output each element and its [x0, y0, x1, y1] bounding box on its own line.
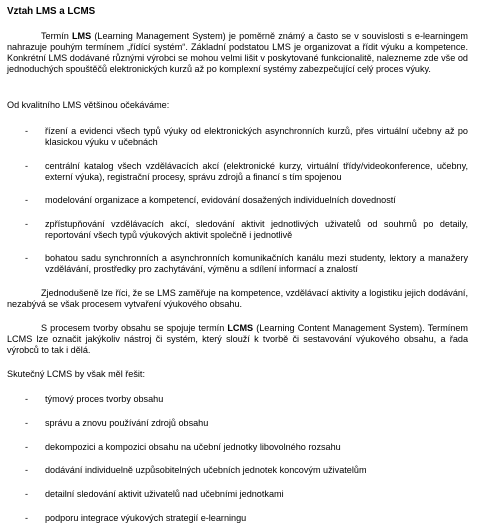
- list-item: [25, 489, 468, 500]
- list-item: [25, 465, 468, 476]
- summary-paragraph: Zjednodušeně lze říci, že se LMS zaměřuje na kompetence, vzdělávací aktivity a logistiku jejich dodávání, nezabývá se však procesem vytvaření výukového obsahu.: [7, 288, 468, 309]
- list-item-text: centrální katalog všech vzdělávacích akcí (elektronické kurzy, virtuální třídy/videokonference, učebny, externí výuka), registrační procesy, správu zdrojů a financí s tím spojenou: [45, 161, 468, 182]
- lcms-text-rest: (Learning Content Management System). Termínem LCMS lze označit jakýkoliv nástroj či systém, který slouží k tvorbě či sestavování výukového obsahu, a řada výrobců to tak i dělá.: [7, 323, 468, 355]
- bullet-dash: -: [25, 465, 29, 475]
- list-item-text: podporu integrace výukových strategií e-learningu: [45, 513, 247, 523]
- list-item: [25, 418, 468, 429]
- intro-paragraph: [7, 31, 468, 75]
- section-title: Vztah LMS a LCMS: [7, 6, 96, 17]
- bullet-dash: -: [25, 253, 29, 263]
- list-item: [25, 126, 468, 148]
- lcms-term: LCMS: [227, 323, 254, 333]
- list-item: [25, 253, 468, 275]
- bullet-dash: -: [25, 195, 29, 205]
- list-item-text: dekompozici a kompozici obsahu na učební jednotky libovolného rozsahu: [45, 442, 341, 452]
- list-item-text: detailní sledování aktivit uživatelů nad učebními jednotkami: [45, 489, 284, 499]
- lcms-requirements-lead: Skutečný LCMS by však měl řešit:: [7, 369, 145, 379]
- list-item-text: týmový proces tvorby obsahu: [45, 394, 164, 404]
- list-item-text: modelování organizace a kompetencí, evidování dosažených individuelních dovedností: [45, 195, 396, 205]
- bullet-dash: -: [25, 489, 29, 499]
- list-item: [25, 195, 468, 206]
- list-item-text: dodávání individuelně uzpůsobitelných učebních jednotek koncovým uživatelům: [45, 465, 367, 475]
- list-item: [25, 513, 468, 524]
- bullet-dash: -: [25, 394, 29, 404]
- list-item-text: řízení a evidenci všech typů výuky od elektronických asynchronních kurzů, přes virtuální učebny až po klasickou výuku v učebnách: [45, 126, 468, 147]
- list-item-text: bohatou sadu synchronních a asynchronních komunikačních kanálu mezi studenty, lektory a manažery vzdělávání, prostředky pro zachytávání, výměnu a sdílení informací a znalostí: [45, 253, 468, 274]
- list-item-text: správu a znovu používání zdrojů obsahu: [45, 418, 209, 428]
- lcms-text-start: S procesem tvorby obsahu se spojuje termín: [41, 323, 228, 333]
- bullet-dash: -: [25, 513, 29, 523]
- intro-text-rest: (Learning Management System) je poměrně známý a často se v souvislosti s e-learningem nahrazuje pouhým termínem „řídící systém“. Základní podstatou LMS je organizovat a řídit výuku a kompetence. Konkrétní LMS dodávané různými výrobci se mohou velmi lišit v poskytované funkcionalitě, nalezneme zde vše od jednoduchých spouštěčů elektronických kurzů až po komplexní systémy zabezpečující celý proces výuky.: [7, 31, 468, 74]
- list-item: [25, 161, 468, 183]
- list-item: [25, 394, 468, 405]
- list-item: [25, 219, 468, 241]
- bullet-dash: -: [25, 418, 29, 428]
- bullet-dash: -: [25, 161, 29, 171]
- list-item-text: zpřístupňování vzdělávacích akcí, sledování aktivit jednotlivých uživatelů od souhrnů po detaily, reportování všech typů výukových aktivit společně i jednotlivě: [45, 219, 468, 240]
- bullet-dash: -: [25, 126, 29, 136]
- bullet-dash: -: [25, 442, 29, 452]
- bullet-dash: -: [25, 219, 29, 229]
- lms-term: LMS: [72, 31, 92, 41]
- list-item: [25, 442, 468, 453]
- lms-expectations-lead: Od kvalitního LMS většinou očekáváme:: [7, 100, 170, 110]
- lcms-paragraph: [7, 323, 468, 356]
- intro-text-start: Termín: [41, 31, 72, 41]
